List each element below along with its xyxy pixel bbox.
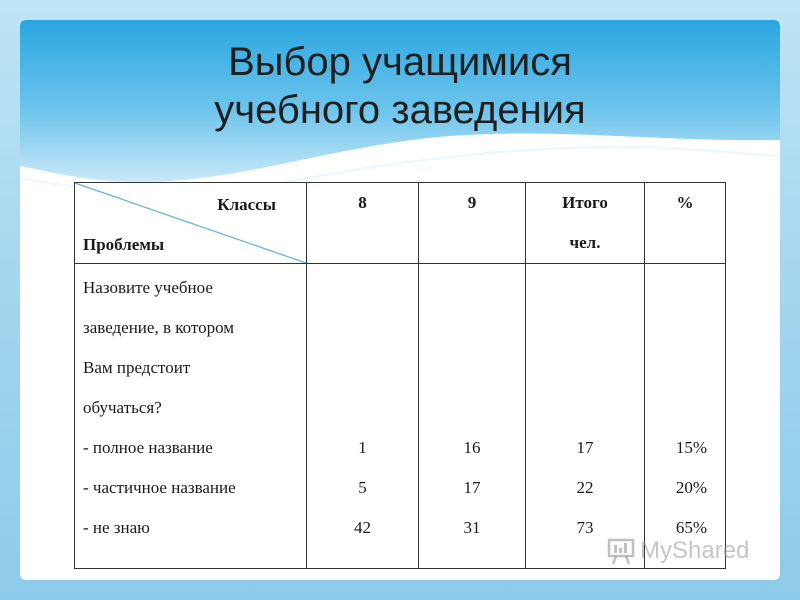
header-problems-label: Проблемы: [83, 235, 165, 254]
answer-label: - частичное название: [83, 478, 236, 497]
grade-8-column: [307, 264, 419, 569]
percent-value: 65%: [675, 518, 707, 537]
grade-8-value: 42: [354, 518, 371, 537]
header-total-line-2: чел.: [569, 233, 601, 252]
watermark: [606, 536, 749, 566]
header-grade-9: [419, 183, 526, 264]
total-value: 22: [576, 478, 594, 497]
header-grade-8: [307, 183, 419, 264]
survey-table: [74, 182, 726, 569]
percent-value: 15%: [675, 438, 707, 457]
question-line: заведение, в котором: [83, 318, 235, 337]
total-column: [526, 264, 645, 569]
table-header-row: [75, 183, 726, 264]
page-title: [20, 38, 780, 134]
question-cell: [75, 264, 307, 569]
header-percent-label: %: [676, 193, 694, 212]
total-value: 73: [576, 518, 594, 537]
watermark-text: MyShared: [640, 537, 750, 564]
header-percent: [645, 183, 726, 264]
title-line-2: учебного заведения: [214, 88, 586, 132]
header-total: [526, 183, 645, 264]
answer-label: - не знаю: [83, 518, 150, 537]
question-line: Назовите учебное: [83, 278, 213, 297]
total-value: 17: [576, 438, 594, 457]
table-body-row: [75, 264, 726, 569]
header-grade-9-label: 9: [467, 193, 477, 212]
grade-9-value: 17: [463, 478, 481, 497]
answer-label: - полное название: [83, 438, 213, 457]
grade-8-value: 5: [358, 478, 367, 497]
percent-value: 20%: [675, 478, 707, 497]
header-total-line-1: Итого: [562, 193, 608, 212]
title-line-1: Выбор учащимися: [228, 40, 572, 84]
grade-8-value: 1: [358, 438, 367, 457]
header-grade-8-label: 8: [358, 193, 367, 212]
presentation-board-icon: [606, 536, 636, 566]
grade-9-column: [419, 264, 526, 569]
slide: [20, 20, 780, 580]
header-classes-label: Классы: [217, 195, 276, 214]
grade-9-value: 16: [463, 438, 481, 457]
grade-9-value: 31: [463, 518, 481, 537]
question-line: обучаться?: [83, 398, 162, 417]
header-corner-cell: [75, 183, 307, 264]
percent-column: [645, 264, 726, 569]
question-line: Вам предстоит: [83, 358, 191, 377]
